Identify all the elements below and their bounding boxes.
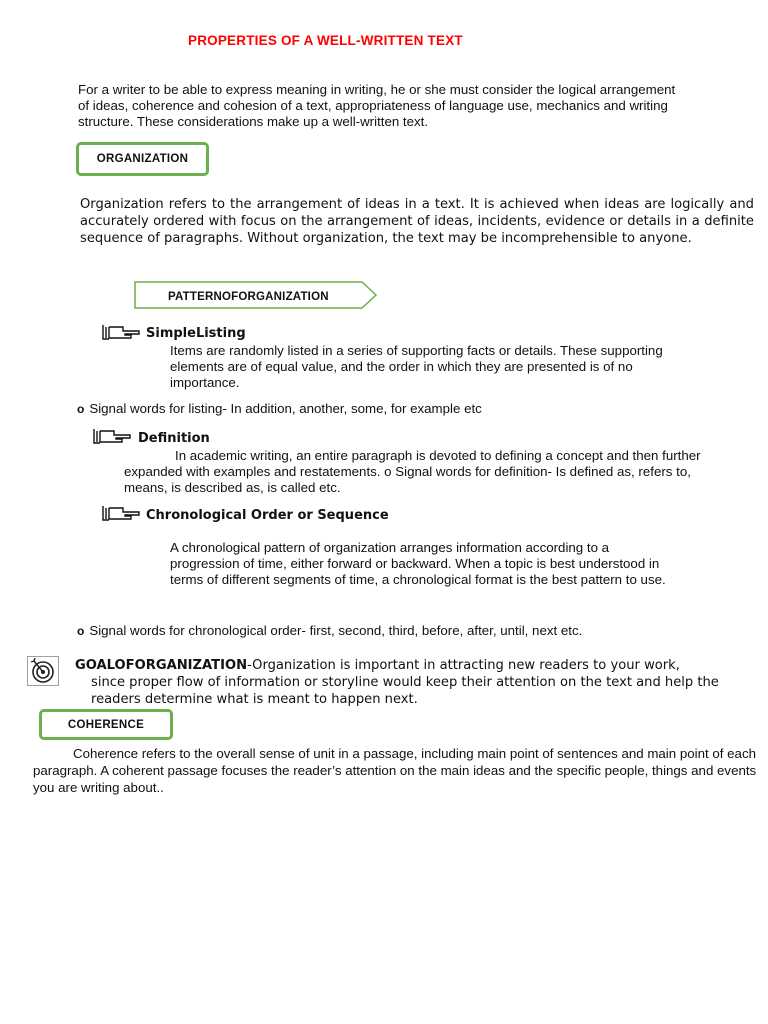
listing-signal-text: Signal words for listing- In addition, another, some, for example etc: [89, 401, 482, 416]
organization-label: ORGANIZATION: [96, 153, 189, 165]
coherence-paragraph: Coherence refers to the overall sense of unit in a passage, including main point of sentences and main point of each paragraph. A coherent passage focuses the reader’s attention on the main ideas and the specific people, things and events you are writing about..: [33, 746, 757, 795]
document-title: PROPERTIES OF A WELL-WRITTEN TEXT: [188, 33, 463, 48]
chronological-heading: Chronological Order or Sequence: [146, 508, 389, 523]
goal-text: -Organization is important in attracting new readers to your work,: [247, 658, 680, 673]
definition-text: In academic writing, an entire paragraph is devoted to defining a concept and then further expanded with examples and restatements. o Signal words for definition- Is defined as, refers to, means, is described as, is called etc.: [124, 448, 701, 495]
intro-paragraph: For a writer to be able to express meaning in writing, he or she must consider the logical arrangement of ideas, coherence and cohesion of a text, appropriateness of language use, mechanics and writing structure. These considerations make up a well-written text.: [78, 82, 676, 129]
coherence-label-box: [39, 709, 173, 740]
target-icon: [27, 656, 59, 686]
goal-continuation: since proper flow of information or storyline would keep their attention on the text and help the readers determine what is meant to happen next.: [91, 675, 719, 707]
simple-listing-heading: SimpleListing: [146, 326, 246, 341]
organization-paragraph: Organization refers to the arrangement of ideas in a text. It is achieved when ideas are logically and accurately ordered with focus on the arrangement of ideas, incidents, evidence or details in a definite sequence of paragraphs. Without organization, the text may be incomprehensible to anyone.: [80, 197, 754, 246]
pointing-hand-icon: [101, 504, 141, 522]
goal-heading: GOALOFORGANIZATION: [75, 658, 248, 673]
listing-signal-line: [77, 401, 482, 416]
organization-label-box: [76, 142, 209, 176]
goal-of-organization-paragraph: [75, 657, 755, 708]
bullet-circle-icon: o: [77, 402, 85, 416]
pattern-of-organization-label: PATTERNOFORGANIZATION: [168, 291, 329, 303]
bullet-circle-icon: o: [77, 624, 85, 638]
definition-heading: Definition: [138, 431, 210, 446]
pointing-hand-icon: [92, 427, 132, 445]
chronological-signal-text: Signal words for chronological order- first, second, third, before, after, until, next etc.: [89, 623, 583, 638]
chronological-text: A chronological pattern of organization arranges information according to a progression of time, either forward or backward. When a topic is best understood in terms of different segments of time, a chronological format is the best pattern to use.: [170, 540, 666, 587]
pointing-hand-icon: [101, 323, 141, 341]
chronological-signal-line: [77, 623, 582, 638]
coherence-label: COHERENCE: [67, 718, 145, 731]
simple-listing-text: Items are randomly listed in a series of supporting facts or details. These supporting elements are of equal value, and the order in which they are presented is of no importance.: [170, 343, 663, 390]
